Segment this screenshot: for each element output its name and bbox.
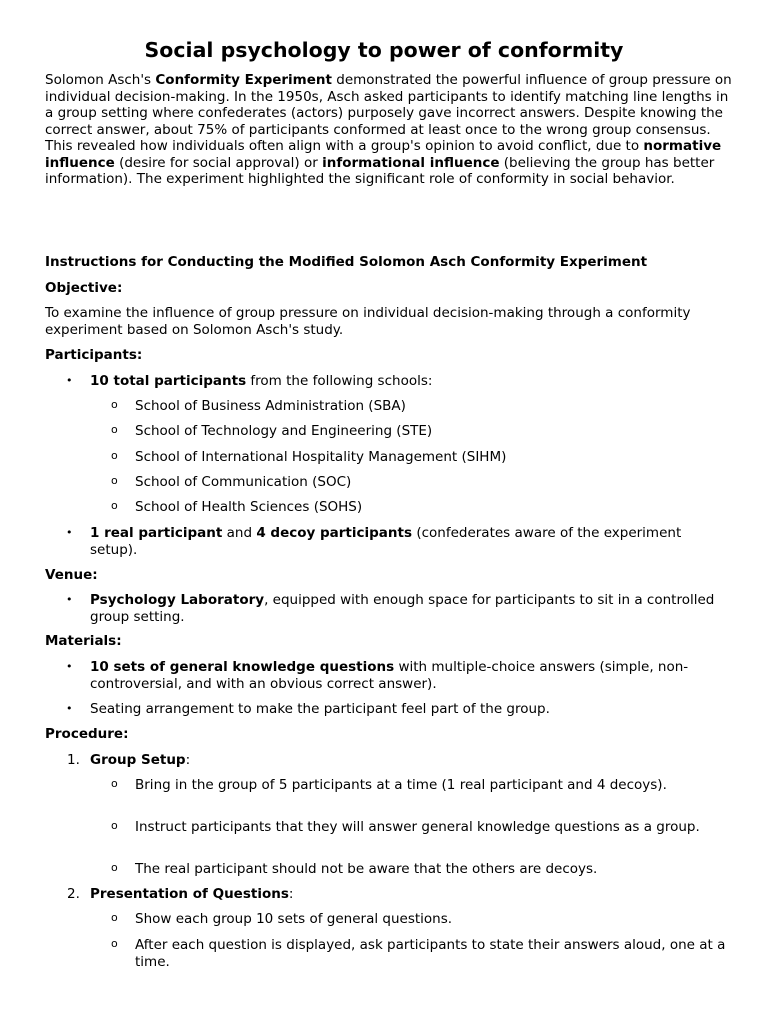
school-name: School of Communication (SOC) <box>135 474 352 490</box>
step-item-text: The real participant should not be aware that the others are decoys. <box>135 861 598 877</box>
materials-label: Materials: <box>45 633 122 649</box>
step-number: 1. <box>67 752 80 768</box>
step-number: 2. <box>67 886 80 902</box>
list-item <box>66 659 730 692</box>
instructions-heading: Instructions for Conducting the Modified Solomon Asch Conformity Experiment <box>45 254 648 270</box>
sub-bullet-marker: o <box>111 861 118 874</box>
item-text: Seating arrangement to make the participant feel part of the group. <box>90 701 550 717</box>
step-colon: : <box>288 886 294 902</box>
procedure-step <box>67 752 730 769</box>
step-item-text: Bring in the group of 5 participants at a time (1 real participant and 4 decoys). <box>135 777 667 793</box>
participants-label: Participants: <box>45 347 143 363</box>
list-item <box>66 592 730 625</box>
bullet-marker: • <box>66 593 73 606</box>
step-item <box>111 861 735 878</box>
school-item <box>111 499 735 516</box>
step-item <box>111 777 735 794</box>
intro-bold-term: informational influence <box>322 154 500 171</box>
intro-text: Solomon Asch's <box>45 72 156 88</box>
school-item <box>111 423 735 440</box>
sub-bullet-marker: o <box>111 777 118 790</box>
procedure-label: Procedure: <box>45 726 129 742</box>
intro-bold-term: normative influence <box>45 138 722 171</box>
intro-paragraph <box>45 72 735 188</box>
document-title: Social psychology to power of conformity <box>144 38 624 62</box>
list-item <box>66 373 730 390</box>
objective-text: To examine the influence of group pressure on individual decision-making through a conformity experiment based on Solomon Asch's study. <box>45 305 691 338</box>
sub-bullet-marker: o <box>111 499 118 512</box>
objective-label: Objective: <box>45 280 123 296</box>
bullet-marker: • <box>66 660 73 673</box>
step-item <box>111 937 735 970</box>
intro-text: demonstrated the powerful influence of group pressure on individual decision-making. In the 1950s, Asch asked participants to identify matching line lengths in a group setting where confederates (actors) purposely gave incorrect answers. Despite knowing the correct answer, about 75% of participants conformed at least once to the wrong group consensus. This revealed how individuals often align with a group's opinion to avoid conflict, due to <box>45 72 732 154</box>
item-text: from the following schools: <box>246 373 433 389</box>
step-title: Group Setup <box>90 752 186 768</box>
step-item-text: After each question is displayed, ask participants to state their answers aloud, one at a time. <box>135 937 726 970</box>
intro-text: (believing the group has better information). The experiment highlighted the significant role of conformity in social behavior. <box>45 154 715 187</box>
intro-bold-term: Conformity Experiment <box>155 72 332 88</box>
school-name: School of Technology and Engineering (STE) <box>135 423 433 439</box>
item-text: , equipped with enough space for participants to sit in a controlled group setting. <box>90 592 715 625</box>
step-colon: : <box>185 752 191 768</box>
step-item <box>111 911 735 928</box>
sub-bullet-marker: o <box>111 911 118 924</box>
venue-label: Venue: <box>45 567 98 583</box>
item-text: with multiple-choice answers (simple, non-controversial, and with an obvious correct answer). <box>90 659 689 692</box>
bold-text: 1 real participant <box>90 525 223 541</box>
bullet-marker: • <box>66 702 73 715</box>
intro-text: (desire for social approval) or <box>114 154 323 171</box>
sub-bullet-marker: o <box>111 423 118 436</box>
bold-text: 4 decoy participants <box>256 525 413 541</box>
bold-text: 10 sets of general knowledge questions <box>90 659 395 675</box>
sub-bullet-marker: o <box>111 819 118 832</box>
list-item <box>66 525 730 558</box>
school-item <box>111 398 735 415</box>
bullet-marker: • <box>66 374 73 387</box>
school-name: School of Health Sciences (SOHS) <box>135 499 363 515</box>
school-name: School of Business Administration (SBA) <box>135 398 406 414</box>
item-text: (confederates aware of the experiment setup). <box>90 525 682 558</box>
step-item-text: Show each group 10 sets of general questions. <box>135 911 453 927</box>
sub-bullet-marker: o <box>111 449 118 462</box>
step-item-text: Instruct participants that they will answer general knowledge questions as a group. <box>135 819 700 835</box>
step-item <box>111 819 735 836</box>
sub-bullet-marker: o <box>111 937 118 950</box>
step-title: Presentation of Questions <box>90 886 289 902</box>
school-item <box>111 449 735 466</box>
list-item <box>66 701 730 718</box>
bold-text: 10 total participants <box>90 373 247 389</box>
school-item <box>111 474 735 491</box>
bullet-marker: • <box>66 526 73 539</box>
bold-text: Psychology Laboratory <box>90 592 265 608</box>
school-name: School of International Hospitality Management (SIHM) <box>135 449 507 465</box>
item-text: and <box>222 525 257 541</box>
procedure-step <box>67 886 730 903</box>
sub-bullet-marker: o <box>111 398 118 411</box>
sub-bullet-marker: o <box>111 474 118 487</box>
